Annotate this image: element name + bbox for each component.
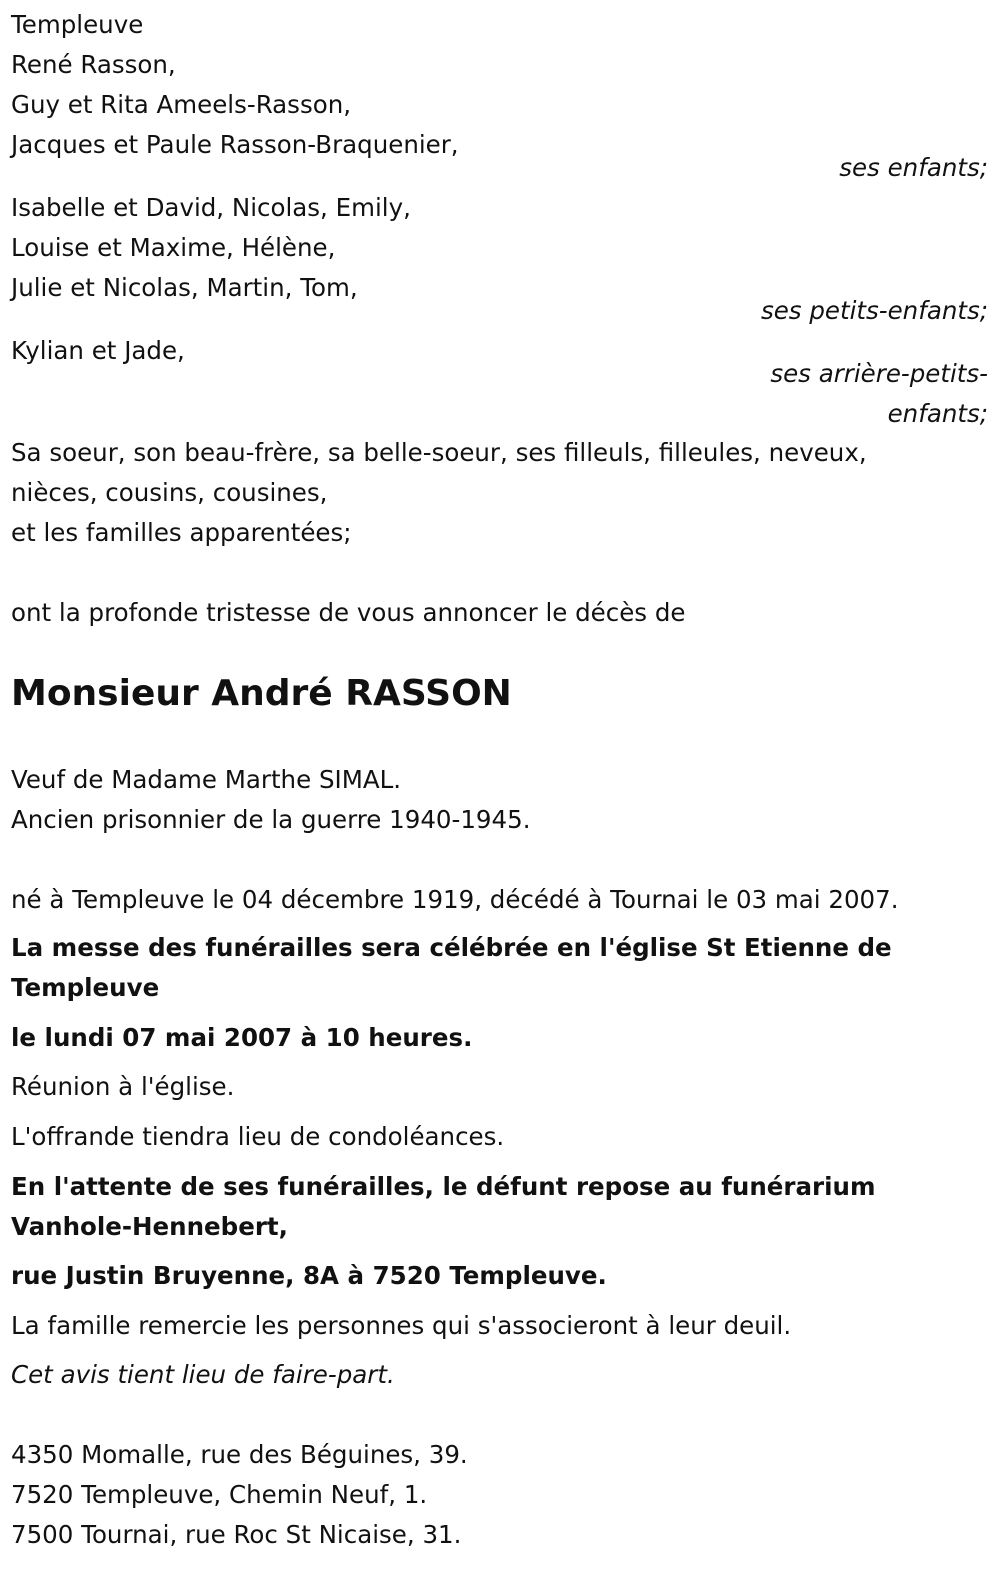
family-line: Sa soeur, son beau-frère, sa belle-soeur, ses filleuls, filleules, neveux, [11, 438, 867, 467]
announcement: ont la profonde tristesse de vous annoncer le décès de [11, 598, 686, 627]
family-line: nièces, cousins, cousines, [11, 478, 328, 507]
grandchild-line: Julie et Nicolas, Martin, Tom, [11, 273, 358, 302]
repose-info-cont: Vanhole-Hennebert, [11, 1212, 288, 1241]
child-line: Guy et Rita Ameels-Rasson, [11, 90, 352, 119]
detail-line: Ancien prisonnier de la guerre 1940-1945. [11, 805, 531, 834]
funeral-mass: La messe des funérailles sera célébrée en l'église St Etienne de [11, 933, 892, 962]
child-line: Jacques et Paule Rasson-Braquenier, [11, 130, 459, 159]
notice-line: Cet avis tient lieu de faire-part. [11, 1360, 395, 1389]
great-grandchildren-relation: ses arrière-petits- [770, 359, 988, 388]
children-relation: ses enfants; [839, 153, 988, 182]
thanks-line: La famille remercie les personnes qui s'associeront à leur deuil. [11, 1311, 792, 1340]
birth-death-dates: né à Templeuve le 04 décembre 1919, décédé à Tournai le 03 mai 2007. [11, 885, 899, 914]
funerarium-address: rue Justin Bruyenne, 8A à 7520 Templeuve. [11, 1261, 607, 1290]
great-grandchild-line: Kylian et Jade, [11, 336, 185, 365]
deceased-name: Monsieur André RASSON [11, 673, 512, 714]
address-line: 7500 Tournai, rue Roc St Nicaise, 31. [11, 1520, 462, 1549]
grandchild-line: Isabelle et David, Nicolas, Emily, [11, 193, 411, 222]
address-line: 4350 Momalle, rue des Béguines, 39. [11, 1440, 468, 1469]
detail-line: Veuf de Madame Marthe SIMAL. [11, 765, 402, 794]
meeting-info: Réunion à l'église. [11, 1072, 235, 1101]
repose-info: En l'attente de ses funérailles, le défunt repose au funérarium [11, 1172, 876, 1201]
grandchild-line: Louise et Maxime, Hélène, [11, 233, 336, 262]
offering-info: L'offrande tiendra lieu de condoléances. [11, 1122, 505, 1151]
child-line: René Rasson, [11, 50, 176, 79]
header-place: Templeuve [11, 10, 144, 39]
family-line: et les familles apparentées; [11, 518, 352, 547]
funeral-datetime: le lundi 07 mai 2007 à 10 heures. [11, 1023, 473, 1052]
great-grandchildren-relation-cont: enfants; [887, 399, 988, 428]
grandchildren-relation: ses petits-enfants; [760, 296, 988, 325]
address-line: 7520 Templeuve, Chemin Neuf, 1. [11, 1480, 428, 1509]
funeral-mass-cont: Templeuve [11, 973, 160, 1002]
